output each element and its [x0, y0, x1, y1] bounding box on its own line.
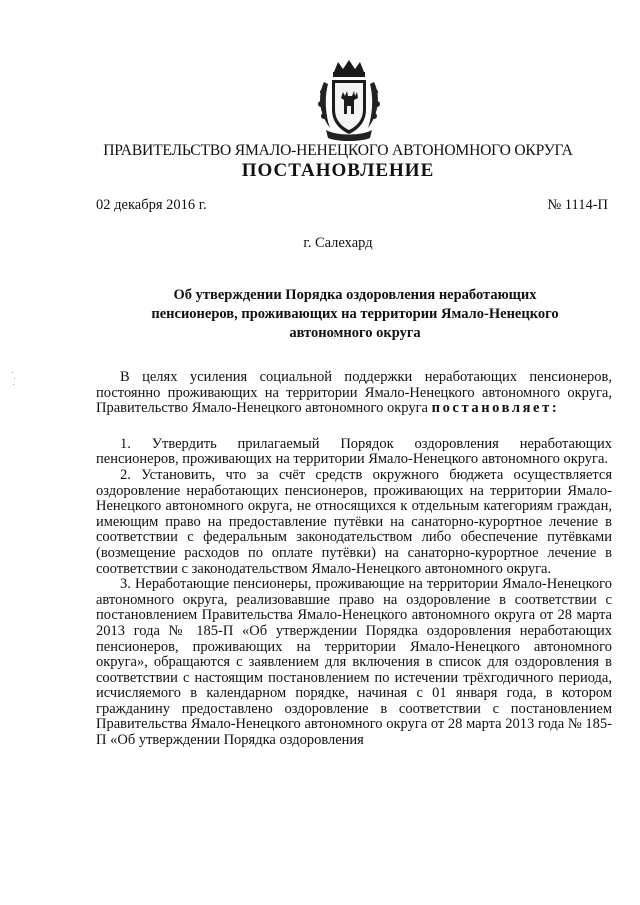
coat-of-arms-icon [314, 58, 384, 142]
paragraph-2: 2. Установить, что за счёт средств окружного бюджета осуществляется оздоровление неработающих пенсионеров, проживающих на территории Ямало-Ненецкого автономного округа, не относящихся к отдельным категориям граждан, имеющим право на предоставление путёвки на санаторно-курортное лечение в соответствии с федеральным законодательством либо обеспечение путёвками (возмещение расходов по оплате путёвки) на санаторно-курортное лечение в соответствии с законодательством Ямало-Ненецкого автономного округа. [96, 466, 612, 577]
scan-artifact [14, 378, 15, 379]
paragraph-1: 1. Утвердить прилагаемый Порядок оздоровления неработающих пенсионеров, проживающих на территории Ямало-Ненецкого автономного округа. [96, 435, 612, 468]
document-type-title: ПОСТАНОВЛЕНИЕ [241, 160, 435, 181]
document-subject: Об утверждении Порядка оздоровления неработающих пенсионеров, проживающих на территории Ямало-Ненецкого автономного округа [151, 287, 559, 341]
document-number: № 1114-П [547, 197, 608, 213]
organization-header: ПРАВИТЕЛЬСТВО ЯМАЛО-НЕНЕЦКОГО АВТОНОМНОГО ОКРУГА [103, 142, 573, 159]
paragraph-3: 3. Неработающие пенсионеры, проживающие на территории Ямало-Ненецкого автономного округа, реализовавшие право на оздоровление в соответствии с постановлением Правительства Ямало-Ненецкого автономного округа от 28 марта 2013 года № 185-П «Об утверждении Порядка оздоровления неработающих пенсионеров, проживающих на территории Ямало-Ненецкого автономного округа», обращаются с заявлением для включения в список для оздоровления в соответствии с настоящим постановлением по истечении трёхгодичного периода, исчисляемого в календарном порядке, начиная с 01 января года, в котором гражданину предоставлено оздоровление в соответствии с постановлением Правительства Ямало-Ненецкого автономного округа от 28 марта 2013 года № 185-П «Об утверждении Порядка оздоровления [96, 576, 612, 749]
paragraph-gap [96, 417, 612, 437]
document-date: 02 декабря 2016 г. [96, 197, 207, 213]
scan-artifact [12, 372, 13, 373]
preamble-text: В целях усиления социальной поддержки неработающих пенсионеров, постоянно проживающих на территории Ямало-Ненецкого автономного округа, Правительство Ямало-Ненецкого автономного округа [96, 369, 612, 417]
preamble-verb: постановляет: [431, 400, 560, 417]
document-city: г. Салехард [303, 235, 373, 251]
document-body [96, 370, 612, 749]
scan-artifact [13, 384, 14, 385]
preamble [96, 370, 612, 417]
